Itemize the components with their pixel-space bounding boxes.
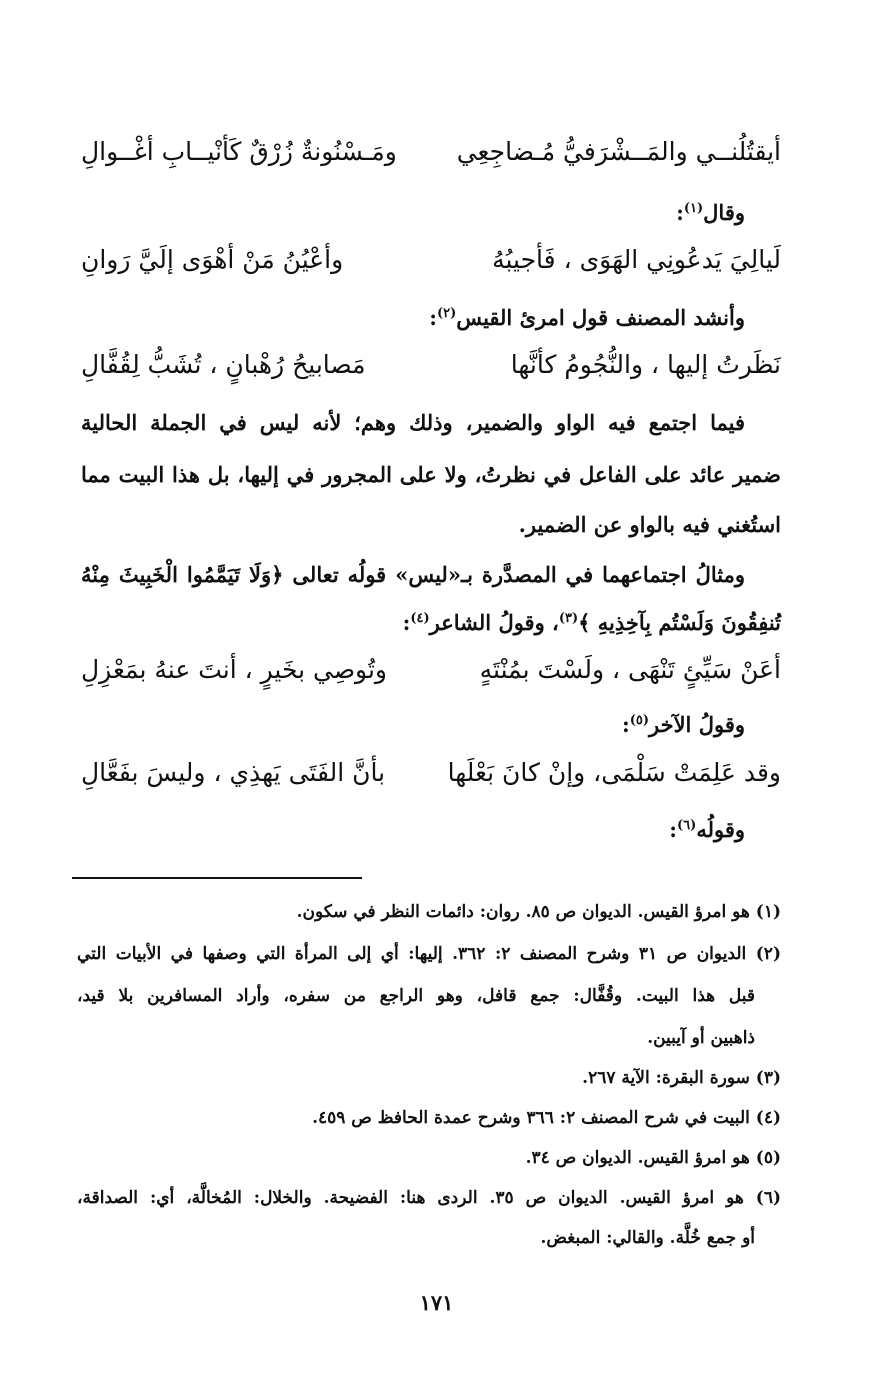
intro-quote-5-text: وقولُ الآخر — [649, 712, 745, 737]
intro-quote-2 — [429, 305, 745, 330]
colon: : — [402, 610, 411, 635]
footnote-ref-3: (٣) — [558, 611, 579, 626]
footnote-2: (٢) الديوان ص ٣١ وشرح المصنف ٢: ٣٦٢. إليها: أي إلى المرأة التي وصفها في الأبيات التي — [77, 944, 781, 964]
verse-5 — [81, 758, 781, 787]
verse-5-second-hemistich: بأنَّ الفَتَى يَهذِي ، وليسَ بفَعَّالِ — [81, 758, 386, 787]
footnote-ref-1: (١) — [683, 201, 704, 216]
intro-quote-6-text: وقولُه — [696, 817, 745, 842]
intro-quote-1-text: وقال — [703, 200, 745, 225]
intro-quote-6 — [669, 817, 745, 842]
colon: : — [669, 817, 678, 842]
paragraph-2-line-2 — [403, 610, 781, 635]
footnote-1: (١) هو امرؤ القيس. الديوان ص ٨٥. روان: دائمات النظر في سكون. — [296, 902, 781, 922]
verse-4-second-hemistich: وتُوصِي بخَيرٍ ، أنتَ عنهُ بمَعْزِلِ — [81, 655, 387, 684]
verse-3-first-hemistich: نَظَرتُ إليها ، والنُّجُومُ كأنَّها — [510, 350, 781, 379]
colon: : — [621, 712, 630, 737]
footnote-5: (٥) هو امرؤ القيس. الديوان ص ٣٤. — [525, 1148, 781, 1168]
quran-quote: تُنفِقُونَ وَلَسْتُم بِآخِذِيهِ ﴾ — [578, 610, 781, 635]
footnote-ref-5: (٥) — [629, 713, 650, 728]
verse-3-second-hemistich: مَصابيحُ رُهْبانٍ ، تُشَبُّ لِقُفَّالِ — [81, 350, 366, 379]
verse-1 — [81, 137, 781, 166]
footnote-2-continuation-2: ذاهبين أو آيبين. — [647, 1028, 755, 1048]
footnote-ref-6: (٦) — [677, 818, 697, 833]
verse-3 — [81, 350, 781, 379]
footnote-ref-2: (٢) — [437, 306, 457, 321]
verse-4 — [81, 655, 781, 684]
page-number: ١٧١ — [419, 1290, 454, 1315]
footnote-separator — [72, 877, 362, 879]
footnote-6: (٦) هو امرؤ القيس. الديوان ص ٣٥. الردى هنا: الفضيحة. والخلال: المُخالَّة، أي: الصداقة، — [77, 1188, 781, 1208]
verse-5-first-hemistich: وقد عَلِمَتْ سَلْمَى، وإنْ كانَ بَعْلَها — [447, 758, 781, 787]
verse-2 — [81, 245, 781, 274]
paragraph-2-line-1: ومثالُ اجتماعهما في المصدَّرة بـ«ليس» قولُه تعالى ﴿وَلَا تَيَمَّمُوا الْخَبِيثَ مِنْهُ — [81, 562, 745, 587]
verse-2-first-hemistich: لَيالِيَ يَدعُونِي الهَوَى ، فَأجيبُهُ — [492, 245, 781, 274]
footnote-6-continuation: أو جمع خُلَّة. والقالي: المبغض. — [540, 1228, 755, 1248]
footnote-ref-4: (٤) — [410, 611, 430, 626]
intro-quote-5 — [622, 712, 745, 737]
footnote-2-continuation-1: قبل هذا البيت. وقُفَّال: جمع قافل، وهو الراجع من سفره، وأراد المسافرين بلا قيد، — [77, 986, 755, 1006]
paragraph-1-line-2: ضمير عائد على الفاعل في نظرتُ، ولا على المجرور في إليها، بل هذا البيت مما — [81, 462, 781, 487]
intro-quote-1 — [676, 200, 745, 225]
verse-1-second-hemistich: ومَـسْنُونةٌ زُرْقٌ كَأنْيــابِ أغْــوالِ — [81, 137, 397, 166]
paragraph-1-line-3: استُغني فيه بالواو عن الضمير. — [518, 512, 781, 537]
colon: : — [429, 305, 437, 330]
colon: : — [676, 200, 684, 225]
intro-quote-4-text: ، وقولُ الشاعر — [429, 610, 559, 635]
paragraph-1-line-1: فيما اجتمع فيه الواو والضمير، وذلك وهم؛ لأنه ليس في الجملة الحالية — [81, 410, 745, 435]
footnote-4: (٤) البيت في شرح المصنف ٢: ٣٦٦ وشرح عمدة الحافظ ص ٤٥٩. — [312, 1108, 781, 1128]
verse-1-first-hemistich: أيقتُلُنــي والمَــشْرَفيُّ مُـضاجِعِي — [456, 137, 781, 166]
verse-4-first-hemistich: أعَنْ سَيِّئٍ تَنْهَى ، ولَسْتَ بمُنْتَهٍ — [479, 655, 781, 684]
verse-2-second-hemistich: وأعْيُنُ مَنْ أهْوَى إلَيَّ رَوانِ — [81, 245, 344, 274]
footnote-3: (٣) سورة البقرة: الآية ٢٦٧. — [582, 1068, 781, 1088]
intro-quote-2-text: وأنشد المصنف قول امرئ القيس — [456, 305, 745, 330]
